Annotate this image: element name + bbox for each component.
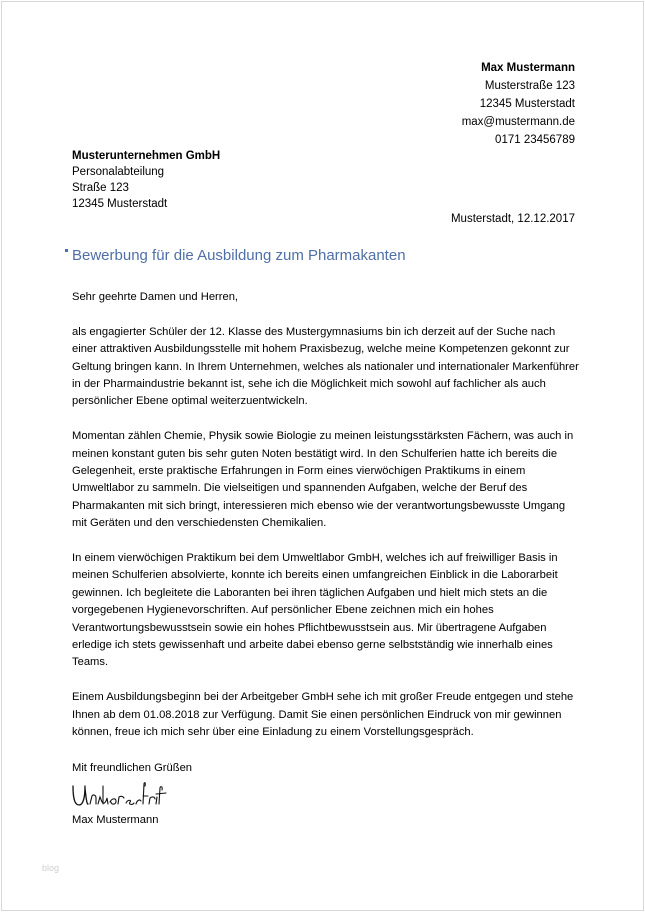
recipient-address [72, 148, 220, 212]
sender-email: max@mustermann.de [461, 116, 575, 128]
letter-date: Musterstadt, 12.12.2017 [450, 213, 575, 225]
sender-street: Musterstraße 123 [484, 80, 575, 92]
recipient-street: Straße 123 [72, 182, 129, 194]
recipient-company: Musterunternehmen GmbH [72, 150, 221, 162]
letter-body [72, 289, 582, 759]
sender-address [462, 59, 575, 149]
closing: Mit freundlichen Grüßen [72, 762, 193, 774]
body-paragraph: Momentan zählen Chemie, Physik sowie Biologie zu meinen leistungsstärksten Fächern, was auch in meinen konstant guten bis sehr guten Noten bestätigt wird. In den Schulferien hatte ich bereits die Gelegenheit, erste praktische Erfahrungen in Form eines vierwöchigen Praktikums in einem Umweltlabor zu sammeln. Die vielseitigen und spannenden Aufgaben, welche der Beruf des Pharmakanten mit sich bringt, interessieren mich ebenso wie der verantwortungsbewusste Umgang mit Geräten und den verschiedensten Chemikalien. [72, 430, 574, 530]
signer-name: Max Mustermann [72, 814, 159, 826]
sender-name: Max Mustermann [481, 62, 575, 74]
sender-city: 12345 Musterstadt [479, 98, 575, 110]
heading-marker [65, 249, 68, 252]
letter-page [1, 1, 644, 911]
body-paragraph: als engagierter Schüler der 12. Klasse des Mustergymnasiums bin ich derzeit auf der Suche nach einer attraktiven Ausbildungsstelle mit hohem Praxisbezug, welche meine Kompetenzen gekonnt zur Geltung bringen kann. In Ihrem Unternehmen, welches als nationaler und internationaler Markenführer in der Pharmaindustrie bekannt ist, sehe ich die Möglichkeit mich sowohl auf fachlicher als auch persönlicher Ebene optimal weiterzuentwickeln. [72, 325, 579, 408]
watermark: blog [42, 863, 60, 873]
salutation: Sehr geehrte Damen und Herren, [72, 291, 239, 303]
recipient-city: 12345 Musterstadt [72, 198, 168, 210]
body-paragraph: Einem Ausbildungsbeginn bei der Arbeitgeber GmbH sehe ich mit großer Freude entgegen und stehe Ihnen ab dem 01.08.2018 zur Verfügung. Damit Sie einen persönlichen Eindruck von mir gewinnen können, freue ich mich sehr über eine Einladung zu einem Vorstellungsgespräch. [72, 691, 574, 739]
body-paragraph: In einem vierwöchigen Praktikum bei dem Umweltlabor GmbH, welches ich auf freiwilliger Basis in meinen Schulferien absolvierte, konnte ich bereits einen umfangreichen Einblick in die Laborarbeit gewinnen. Ich begleitete die Laboranten bei ihren täglichen Aufgaben und hielt mich stets an die vorgegebenen Hygienevorschriften. Auf persönlicher Ebene zeichnen mich ein hohes Verantwortungsbewusstsein sowie ein hohes Pflichtbewusstsein aus. Mir übertragene Aufgaben erledige ich stets gewissenhaft und arbeite dabei ebenso gerne selbstständig wie innerhalb eines Teams. [72, 552, 558, 669]
recipient-department: Personalabteilung [72, 166, 165, 178]
letter-subject: Bewerbung für die Ausbildung zum Pharmakanten [72, 247, 406, 264]
sender-phone: 0171 23456789 [495, 134, 575, 146]
handwritten-signature [70, 778, 170, 814]
